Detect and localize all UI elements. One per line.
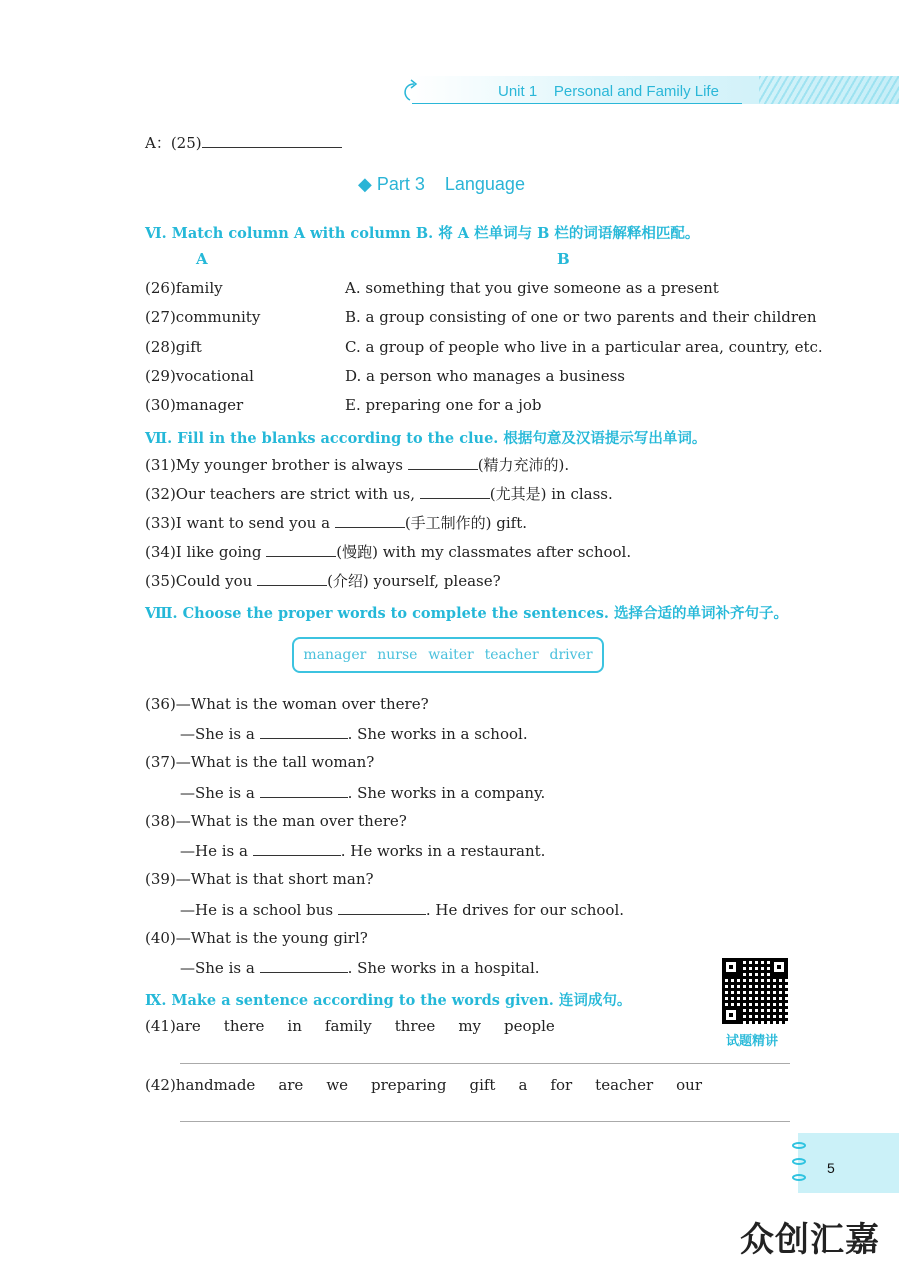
answer-blank[interactable] — [260, 785, 348, 798]
match-definition: E. preparing one for a job — [345, 396, 542, 414]
answer-blank[interactable] — [253, 843, 341, 856]
qr-finder-icon — [722, 958, 740, 976]
dialog-question: (38)—What is the man over there? — [145, 812, 407, 830]
fill-item-32: (32)Our teachers are strict with us, (尤其是) in class. — [145, 485, 613, 503]
scrambled-sentence-41: (41)are there in family three my people — [145, 1017, 555, 1035]
scrambled-word: a — [518, 1076, 528, 1094]
scrambled-word: handmade — [175, 1076, 256, 1094]
scrambled-word: my — [458, 1017, 482, 1035]
unit-title: Unit 1 Personal and Family Life — [498, 83, 719, 100]
answer-line-42[interactable] — [180, 1121, 790, 1122]
watermark: 众创汇嘉 — [740, 1220, 880, 1260]
scrambled-word: family — [324, 1017, 372, 1035]
dialog-question: (39)—What is that short man? — [145, 870, 374, 888]
dialog-answer: —She is a . She works in a hospital. — [180, 959, 540, 977]
column-b-header: B — [557, 250, 570, 268]
scrambled-word: preparing — [371, 1076, 447, 1094]
scrambled-sentence-42: (42)handmade are we preparing gift a for teacher our — [145, 1076, 703, 1094]
answer-25-blank[interactable] — [202, 135, 342, 148]
fill-item-35: (35)Could you (介绍) yourself, please? — [145, 572, 501, 590]
ring-icon — [792, 1174, 806, 1181]
fill-blank[interactable] — [420, 486, 490, 499]
dialog-answer: —He is a school bus . He drives for our school. — [180, 901, 625, 919]
fill-item-34: (34)I like going (慢跑) with my classmates after school. — [145, 543, 632, 561]
word-bank-item: nurse — [377, 647, 418, 663]
fill-blank[interactable] — [257, 573, 327, 586]
scrambled-word: are — [175, 1017, 201, 1035]
answer-line-41[interactable] — [180, 1063, 790, 1064]
ring-icon — [792, 1142, 806, 1149]
dialog-answer: —She is a . She works in a company. — [180, 784, 546, 802]
scrambled-word: gift — [469, 1076, 496, 1094]
scrambled-word: teacher — [595, 1076, 654, 1094]
scrambled-word: there — [223, 1017, 265, 1035]
header-stripes — [759, 76, 899, 104]
page-number: 5 — [827, 1160, 835, 1176]
fill-blank[interactable] — [408, 457, 478, 470]
word-bank-item: driver — [549, 647, 593, 663]
match-definition: C. a group of people who live in a particular area, country, etc. — [345, 338, 823, 356]
section-title: ◆ Part 3 Language — [358, 174, 525, 194]
page-tab — [798, 1133, 899, 1193]
answer-blank[interactable] — [260, 960, 348, 973]
match-word: gift — [175, 338, 202, 356]
answer-blank[interactable] — [338, 902, 426, 915]
scrambled-word: are — [278, 1076, 304, 1094]
dialog-question: (37)—What is the tall woman? — [145, 753, 375, 771]
word-bank — [292, 637, 604, 673]
diamond-icon: ◆ — [358, 174, 377, 194]
match-word: family — [175, 279, 223, 297]
scrambled-word: in — [287, 1017, 302, 1035]
scrambled-word: we — [326, 1076, 349, 1094]
match-word: community — [175, 308, 261, 326]
match-definition: B. a group consisting of one or two parents and their children — [345, 308, 817, 326]
part9-instruction: Ⅸ. Make a sentence according to the words given. 连词成句。 — [145, 992, 632, 1009]
dialog-answer: —She is a . She works in a school. — [180, 725, 528, 743]
word-bank-item: teacher — [484, 647, 539, 663]
match-definition: D. a person who manages a business — [345, 367, 625, 385]
fill-item-31: (31)My younger brother is always (精力充沛的). — [145, 456, 570, 474]
fill-item-33: (33)I want to send you a (手工制作的) gift. — [145, 514, 528, 532]
word-bank-item: waiter — [428, 647, 474, 663]
column-a-header: A — [196, 250, 208, 268]
scrambled-word: for — [550, 1076, 573, 1094]
scrambled-word: people — [504, 1017, 555, 1035]
match-word: manager — [175, 396, 244, 414]
fill-blank[interactable] — [266, 544, 336, 557]
qr-finder-icon — [770, 958, 788, 976]
dialog-question: (36)—What is the woman over there? — [145, 695, 429, 713]
answer-25 — [145, 134, 342, 152]
part6-instruction: Ⅵ. Match column A with column B. 将 A 栏单词与 B 栏的词语解释相匹配。 — [145, 225, 700, 242]
ring-icon — [792, 1158, 806, 1165]
qr-code[interactable] — [722, 958, 788, 1024]
answer-blank[interactable] — [260, 726, 348, 739]
qr-caption: 试题精讲 — [726, 1033, 779, 1048]
match-definition: A. something that you give someone as a present — [345, 279, 719, 297]
part8-instruction: Ⅷ. Choose the proper words to complete the sentences. 选择合适的单词补齐句子。 — [145, 605, 788, 622]
scrambled-word: our — [676, 1076, 703, 1094]
header-underline — [412, 103, 742, 104]
dialog-answer: —He is a . He works in a restaurant. — [180, 842, 546, 860]
curl-arrow-icon — [400, 78, 424, 104]
dialog-question: (40)—What is the young girl? — [145, 929, 368, 947]
answer-25-label: A：(25) — [145, 134, 202, 152]
word-bank-item: manager — [303, 647, 367, 663]
scrambled-word: three — [394, 1017, 436, 1035]
qr-finder-icon — [722, 1006, 740, 1024]
fill-blank[interactable] — [335, 515, 405, 528]
match-word: vocational — [175, 367, 254, 385]
part7-instruction: Ⅶ. Fill in the blanks according to the clue. 根据句意及汉语提示写出单词。 — [145, 430, 707, 447]
